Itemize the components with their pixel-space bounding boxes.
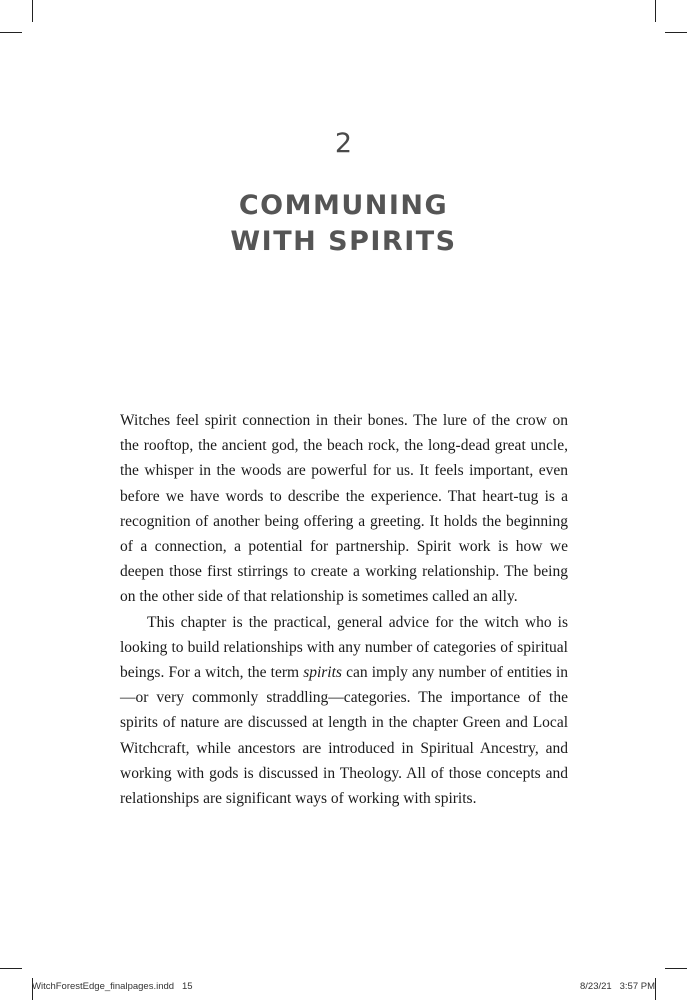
slug-timestamp: 8/23/21 3:57 PM: [580, 981, 655, 992]
crop-mark-bottom-left-horizontal: [0, 968, 22, 969]
crop-mark-top-left: [32, 0, 33, 22]
paragraph-2-italic-term: spirits: [303, 664, 342, 682]
crop-mark-bottom-right: [655, 978, 656, 1000]
body-text: [120, 408, 568, 811]
chapter-title-line-2: WITH SPIRITS: [230, 226, 457, 257]
crop-mark-top-left-horizontal: [0, 32, 22, 33]
chapter-title: [0, 188, 687, 260]
paragraph-2-text-a: This chapter is the practical, general advice for the witch who is looking to build relationships with any number of categories of spiritual beings. For a witch, the term: [120, 613, 568, 682]
crop-mark-top-right: [655, 0, 656, 22]
paragraph-2: [120, 610, 568, 812]
paragraph-1: [120, 408, 568, 610]
slug-filename: WitchForestEdge_finalpages.indd 15: [32, 981, 193, 992]
paragraph-1-text: Witches feel spirit connection in their bones. The lure of the crow on the rooftop, the ancient god, the beach rock, the long-dead great uncle, the whisper in the woods are powerful for us. It feels important, even before we have words to describe the experience. That heart-tug is a recognition of another being offering a greeting. It holds the beginning of a connection, a potential for partnership. Spirit work is how we deepen those first stirrings to create a working relationship. The being on the other side of that relationship is sometimes called an ally.: [120, 412, 568, 606]
chapter-number: 2: [334, 128, 353, 159]
crop-mark-bottom-right-horizontal: [665, 968, 687, 969]
chapter-title-line-1: COMMUNING: [238, 190, 449, 221]
crop-mark-top-right-horizontal: [665, 32, 687, 33]
paragraph-2-text-b: can imply any number of entities in—or very commonly straddling—categories. The importance of the spirits of nature are discussed at length in the chapter Green and Local Witchcraft, while ancestors are introduced in Spiritual Ancestry, and working with gods is discussed in Theology. All of those concepts and relationships are significant ways of working with spirits.: [120, 664, 569, 808]
